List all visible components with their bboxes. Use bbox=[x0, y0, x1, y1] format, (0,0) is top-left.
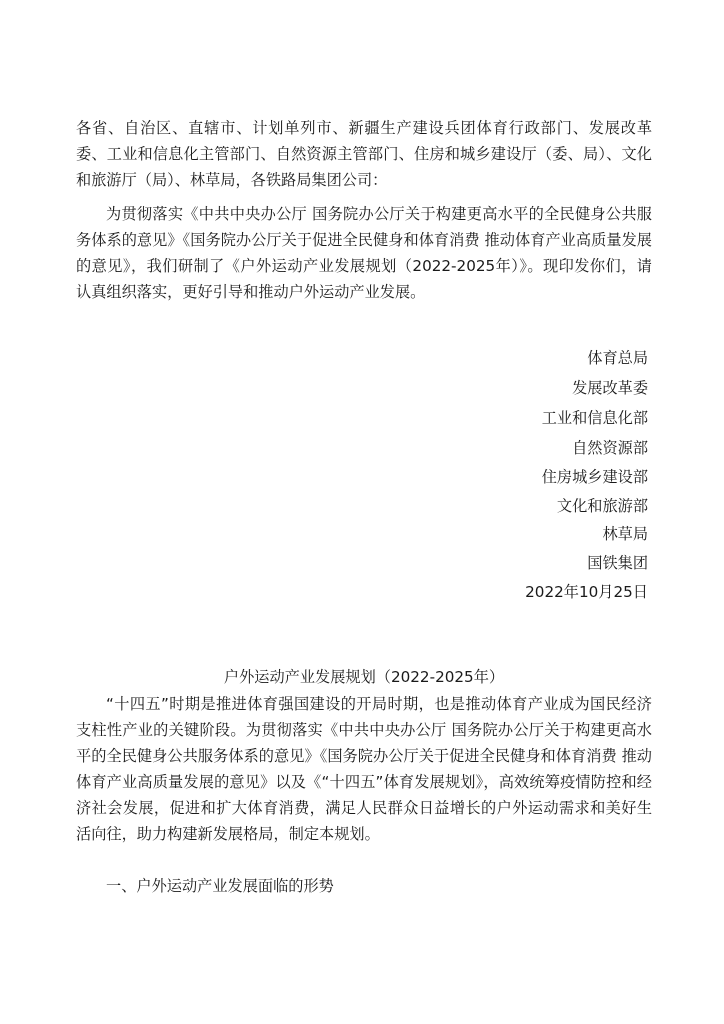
notice-date: 2022年10月25日 bbox=[525, 583, 648, 601]
signatory-5: 住房城乡建设部 bbox=[541, 468, 648, 486]
plan-intro-paragraph: “十四五”时期是推进体育强国建设的开局时期，也是推动体育产业成为国民经济支柱性产业的关键阶段。为贯彻落实《中共中央办公厅 国务院办公厅关于构建更高水平的全民健身公共服务体系的意见》《国务院办公厅关于促进全民健身和体育消费 推动体育产业高质量发展的意见》以及《“十四五”体育发展规划》，高效统筹疫情防控和经济社会发展，促进和扩大体育消费，满足人民群众日益增长的户外运动需求和美好生活向往，助力构建新发展格局，制定本规划。 bbox=[76, 695, 652, 843]
signatory-8: 国铁集团 bbox=[587, 554, 648, 572]
addressees-paragraph: 各省、自治区、直辖市、计划单列市、新疆生产建设兵团体育行政部门、发展改革委、工业和信息化主管部门、自然资源主管部门、住房和城乡建设厅（委、局）、文化和旅游厅（局）、林草局，各铁路局集团公司： bbox=[76, 119, 652, 189]
signatory-3: 工业和信息化部 bbox=[541, 409, 648, 427]
plan-title: 户外运动产业发展规划（2022-2025年） bbox=[223, 668, 505, 686]
signatory-7: 林草局 bbox=[602, 525, 648, 543]
signatory-4: 自然资源部 bbox=[572, 439, 648, 457]
section-heading-1: 一、户外运动产业发展面临的形势 bbox=[106, 877, 334, 895]
signatory-1: 体育总局 bbox=[587, 349, 648, 367]
notice-body-paragraph: 为贯彻落实《中共中央办公厅 国务院办公厅关于构建更高水平的全民健身公共服务体系的意见》《国务院办公厅关于促进全民健身和体育消费 推动体育产业高质量发展的意见》，我们研制了《户外运动产业发展规划（2022-2025年）》。现印发你们，请认真组织落实，更好引导和推动户外运动产业发展。 bbox=[76, 205, 652, 301]
signatory-6: 文化和旅游部 bbox=[556, 497, 648, 515]
signatory-2: 发展改革委 bbox=[572, 379, 648, 397]
